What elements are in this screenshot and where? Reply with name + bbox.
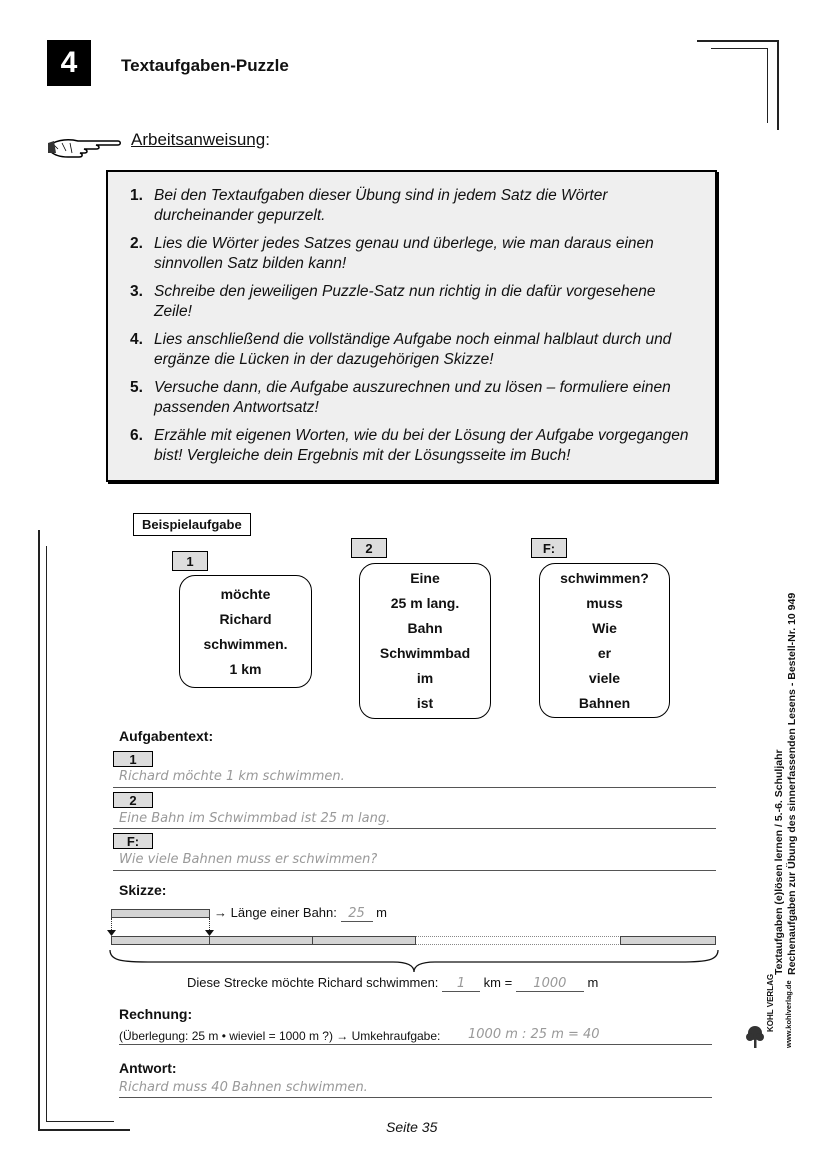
instruction-item bbox=[130, 426, 689, 466]
distance-bar-segment bbox=[111, 936, 210, 945]
calculation-answer: 1000 m : 25 m = 40 bbox=[468, 1027, 600, 1042]
word-card bbox=[179, 575, 312, 688]
task-line-text: Wie viele Bahnen muss er schwimmen? bbox=[119, 852, 378, 867]
instruction-heading bbox=[131, 130, 270, 150]
example-label: Beispielaufgabe bbox=[133, 513, 251, 536]
instruction-number: 5. bbox=[130, 379, 143, 396]
card-word: 25 m lang. bbox=[390, 595, 460, 611]
sketch-heading: Skizze: bbox=[119, 882, 167, 898]
line-tag: 1 bbox=[113, 751, 153, 767]
card-word: ist bbox=[416, 695, 434, 711]
distance-label: Diese Strecke möchte Richard schwimmen: bbox=[187, 975, 439, 990]
word-card bbox=[539, 563, 670, 718]
instruction-item bbox=[130, 234, 689, 274]
card-word: Richard bbox=[219, 610, 272, 627]
instruction-number: 2. bbox=[130, 235, 143, 252]
sidebar-text bbox=[773, 593, 799, 975]
frame-line bbox=[38, 530, 40, 1130]
page-title: Textaufgaben-Puzzle bbox=[121, 56, 289, 75]
arrow-glyph: → bbox=[214, 905, 227, 920]
frame-line bbox=[38, 1129, 130, 1131]
word-card bbox=[359, 563, 491, 719]
instruction-box bbox=[106, 170, 717, 482]
publisher-name: KOHL VERLAG bbox=[766, 973, 775, 1032]
card-word: im bbox=[416, 670, 434, 686]
card-word: Bahn bbox=[407, 620, 443, 636]
card-tag: 2 bbox=[351, 538, 387, 558]
distance-m-value: 1000 bbox=[516, 976, 584, 992]
frame-line bbox=[767, 48, 768, 123]
chapter-number: 4 bbox=[47, 40, 91, 86]
instruction-heading-colon: : bbox=[265, 130, 270, 149]
card-word: schwimmen. bbox=[203, 635, 288, 652]
instruction-text: Lies anschließend die vollständige Aufgabe noch einmal halblaut durch und ergänze die Lücken in der dazugehörigen Skizze! bbox=[154, 331, 672, 368]
card-word: Eine bbox=[410, 570, 440, 586]
instruction-number: 3. bbox=[130, 283, 143, 300]
instruction-text: Versuche dann, die Aufgabe auszurechnen und zu lösen – formuliere einen passenden Antwortsatz! bbox=[154, 379, 671, 416]
calculation-text: (Überlegung: 25 m • wieviel = 1000 m ?) → Umkehraufgabe: bbox=[119, 1029, 441, 1043]
instruction-item bbox=[130, 186, 689, 226]
instruction-text: Bei den Textaufgaben dieser Übung sind in jedem Satz die Wörter durcheinander gepurzelt. bbox=[154, 187, 608, 224]
writing-line bbox=[113, 870, 716, 871]
instruction-item bbox=[130, 330, 689, 370]
lane-length-row bbox=[214, 905, 387, 922]
page-number: Seite 35 bbox=[386, 1119, 438, 1135]
card-word: Bahnen bbox=[578, 694, 631, 711]
card-word: Wie bbox=[592, 619, 617, 636]
lane-length-value: 25 bbox=[341, 906, 373, 922]
card-word: viele bbox=[588, 669, 621, 686]
distance-row bbox=[187, 975, 598, 992]
frame-line bbox=[777, 40, 779, 130]
writing-line bbox=[113, 828, 716, 829]
distance-bar-segment bbox=[620, 936, 716, 945]
distance-bar-segment bbox=[312, 936, 416, 945]
publisher-tree-logo bbox=[745, 1025, 765, 1049]
instruction-number: 1. bbox=[130, 187, 143, 204]
pointing-hand-icon bbox=[48, 131, 122, 163]
card-tag: F: bbox=[531, 538, 567, 558]
card-tag: 1 bbox=[172, 551, 208, 571]
task-line-text: Richard möchte 1 km schwimmen. bbox=[119, 769, 345, 784]
frame-line bbox=[46, 1121, 114, 1122]
distance-m-unit: m bbox=[587, 975, 599, 990]
line-tag: F: bbox=[113, 833, 153, 849]
line-tag: 2 bbox=[113, 792, 153, 808]
single-lane-bar bbox=[111, 909, 210, 918]
instruction-text: Erzähle mit eigenen Worten, wie du bei der Lösung der Aufgabe vorgegangen bist! Vergleiche dein Ergebnis mit der Lösungsseite im Buch! bbox=[154, 427, 689, 464]
card-word: muss bbox=[586, 594, 623, 611]
card-word: er bbox=[597, 644, 612, 661]
writing-line bbox=[119, 1044, 712, 1045]
instruction-item bbox=[130, 378, 689, 418]
distance-km-value: 1 bbox=[442, 976, 480, 992]
answer-text: Richard muss 40 Bahnen schwimmen. bbox=[119, 1080, 368, 1095]
task-text-heading: Aufgabentext: bbox=[119, 728, 214, 744]
distance-bar-gap bbox=[416, 936, 621, 945]
sidebar-line-1: Textaufgaben (e)lösen lernen / 5.-6. Schuljahr bbox=[773, 749, 785, 975]
card-word: möchte bbox=[220, 585, 271, 602]
frame-line bbox=[46, 546, 47, 1121]
lane-length-label: Länge einer Bahn: bbox=[230, 905, 337, 920]
answer-heading: Antwort: bbox=[119, 1060, 177, 1076]
brace-icon bbox=[108, 948, 720, 974]
frame-line bbox=[697, 40, 779, 42]
lane-length-unit: m bbox=[376, 905, 387, 920]
instruction-number: 6. bbox=[130, 427, 143, 444]
calculation-heading: Rechnung: bbox=[119, 1006, 193, 1022]
writing-line bbox=[113, 787, 716, 788]
instruction-number: 4. bbox=[130, 331, 143, 348]
instruction-item bbox=[130, 282, 689, 322]
writing-line bbox=[119, 1097, 712, 1098]
frame-line bbox=[711, 48, 768, 49]
card-word: 1 km bbox=[229, 660, 262, 677]
task-line-text: Eine Bahn im Schwimmbad ist 25 m lang. bbox=[119, 811, 391, 826]
instruction-text: Schreibe den jeweiligen Puzzle-Satz nun richtig in die dafür vorgesehene Zeile! bbox=[154, 283, 656, 320]
instruction-text: Lies die Wörter jedes Satzes genau und überlege, wie man daraus einen sinnvollen Satz bilden kann! bbox=[154, 235, 654, 272]
sidebar-line-2: Rechenaufgaben zur Übung des sinnerfassenden Lesens - Bestell-Nr. 10 949 bbox=[786, 592, 798, 975]
distance-km-unit: km = bbox=[483, 975, 513, 990]
card-word: schwimmen? bbox=[560, 569, 649, 586]
publisher-url: www.kohlverlag.de bbox=[784, 980, 793, 1048]
card-word: Schwimmbad bbox=[379, 645, 471, 661]
instruction-heading-text: Arbeitsanweisung bbox=[131, 130, 266, 149]
distance-bar-segment bbox=[209, 936, 313, 945]
